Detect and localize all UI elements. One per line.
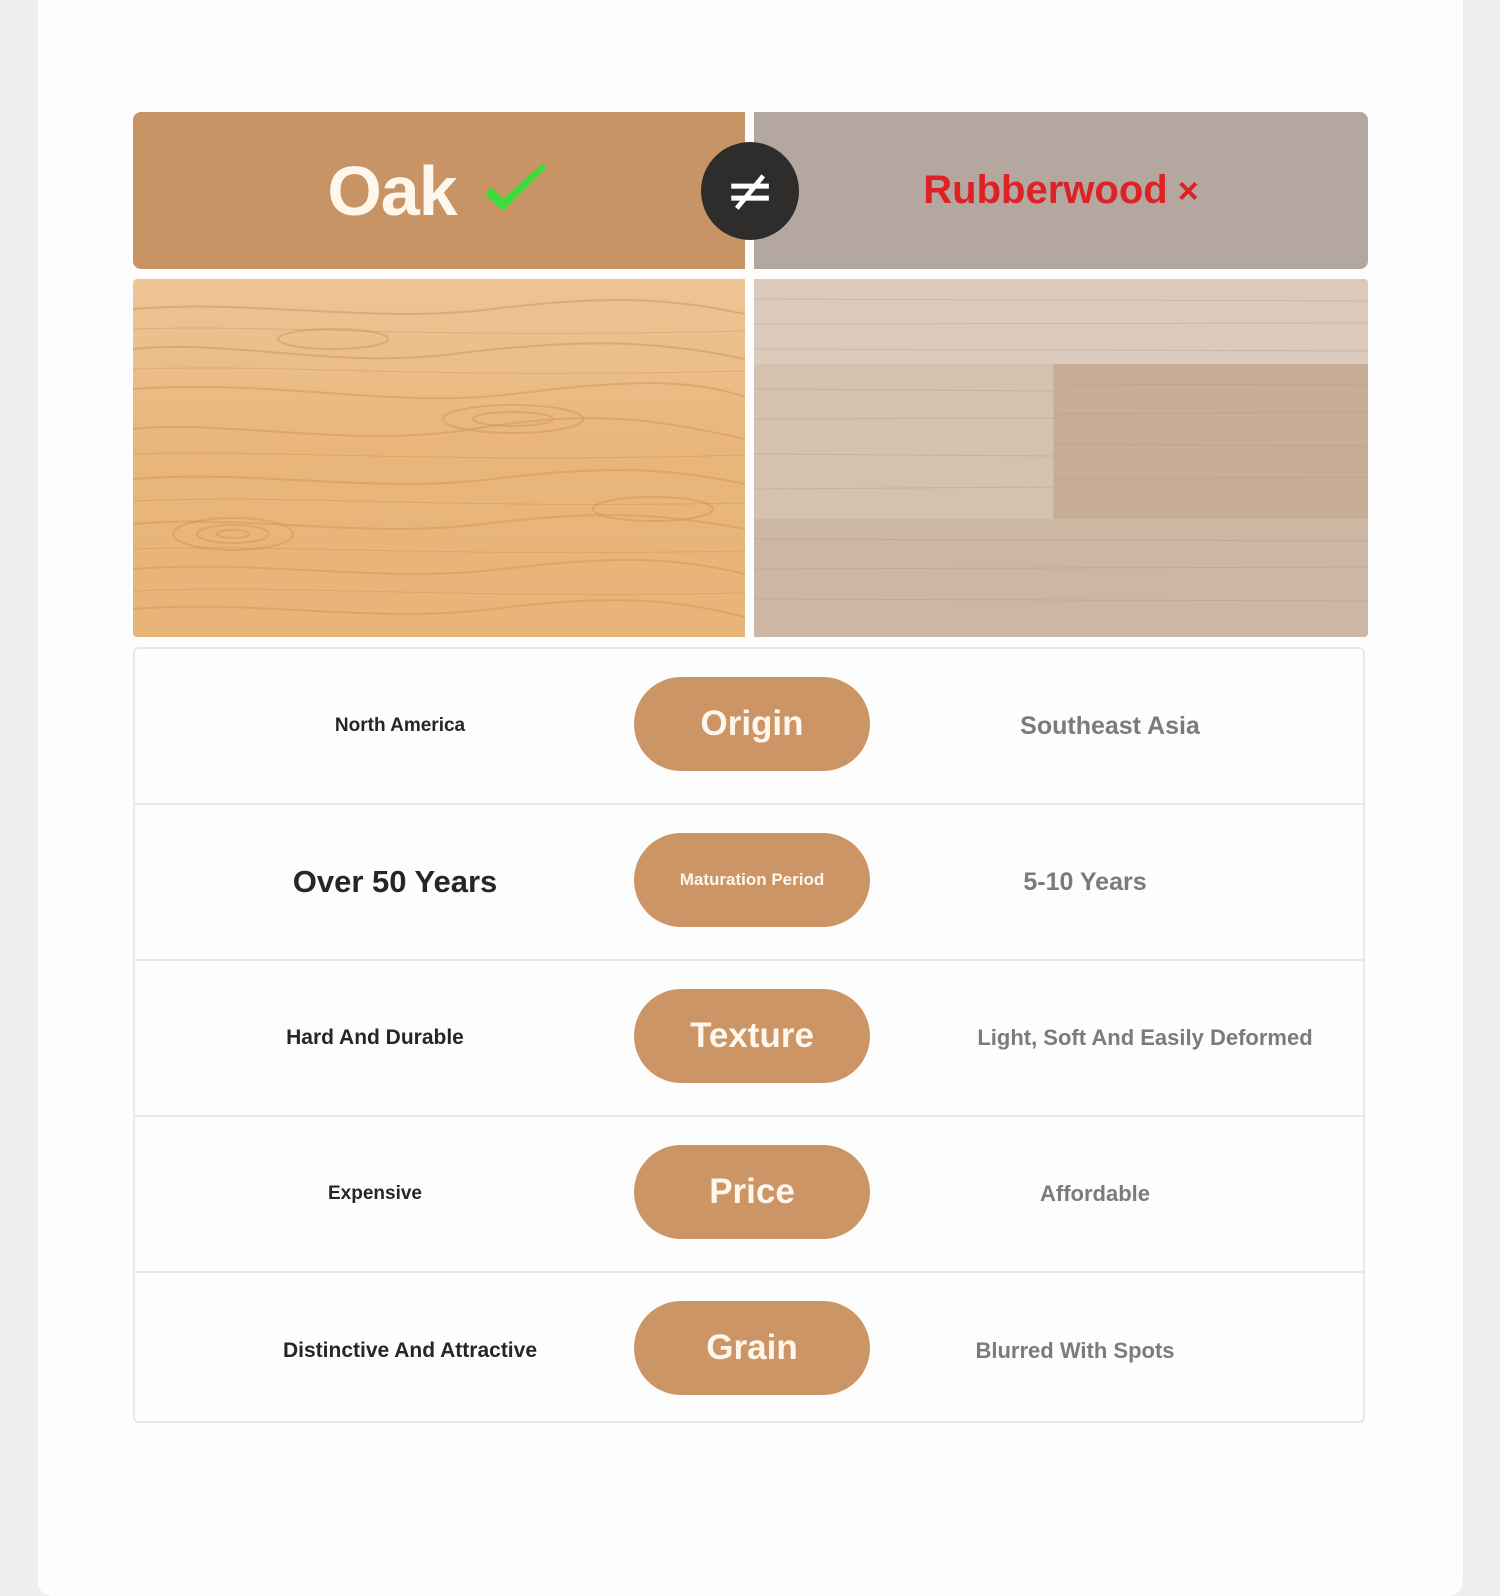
row-label-pill: Price [634, 1145, 870, 1239]
row-label-pill: Texture [634, 989, 870, 1083]
comparison-table [133, 647, 1365, 1423]
rubberwood-value: Light, Soft And Easily Deformed [977, 1025, 1313, 1050]
row-label-pill: Grain [634, 1301, 870, 1395]
oak-value: North America [334, 715, 466, 736]
table-row [135, 805, 1363, 961]
oak-title: Oak [327, 151, 457, 230]
oak-value: Expensive [328, 1183, 422, 1204]
table-row [135, 961, 1363, 1117]
table-row [135, 1273, 1363, 1429]
rubberwood-title: Rubberwood [923, 168, 1168, 212]
check-icon [481, 161, 551, 221]
oak-wood-image [133, 279, 745, 637]
rubberwood-value: 5-10 Years [1023, 867, 1147, 896]
table-row [135, 1117, 1363, 1273]
row-label-pill: Maturation Period [634, 833, 870, 927]
not-equal-icon: ≠ [701, 142, 799, 240]
oak-header [133, 112, 745, 269]
oak-value: Hard And Durable [286, 1026, 464, 1049]
rubberwood-value: Southeast Asia [1020, 711, 1200, 740]
row-label-pill: Origin [634, 677, 870, 771]
rubberwood-value: Affordable [1040, 1181, 1150, 1206]
rubberwood-image [754, 279, 1368, 637]
table-row [135, 649, 1363, 805]
oak-value: Over 50 Years [292, 864, 498, 899]
cross-icon: × [1177, 169, 1199, 211]
oak-value: Distinctive And Attractive [283, 1339, 537, 1362]
rubberwood-value: Blurred With Spots [975, 1338, 1175, 1363]
rubberwood-header [754, 112, 1368, 269]
